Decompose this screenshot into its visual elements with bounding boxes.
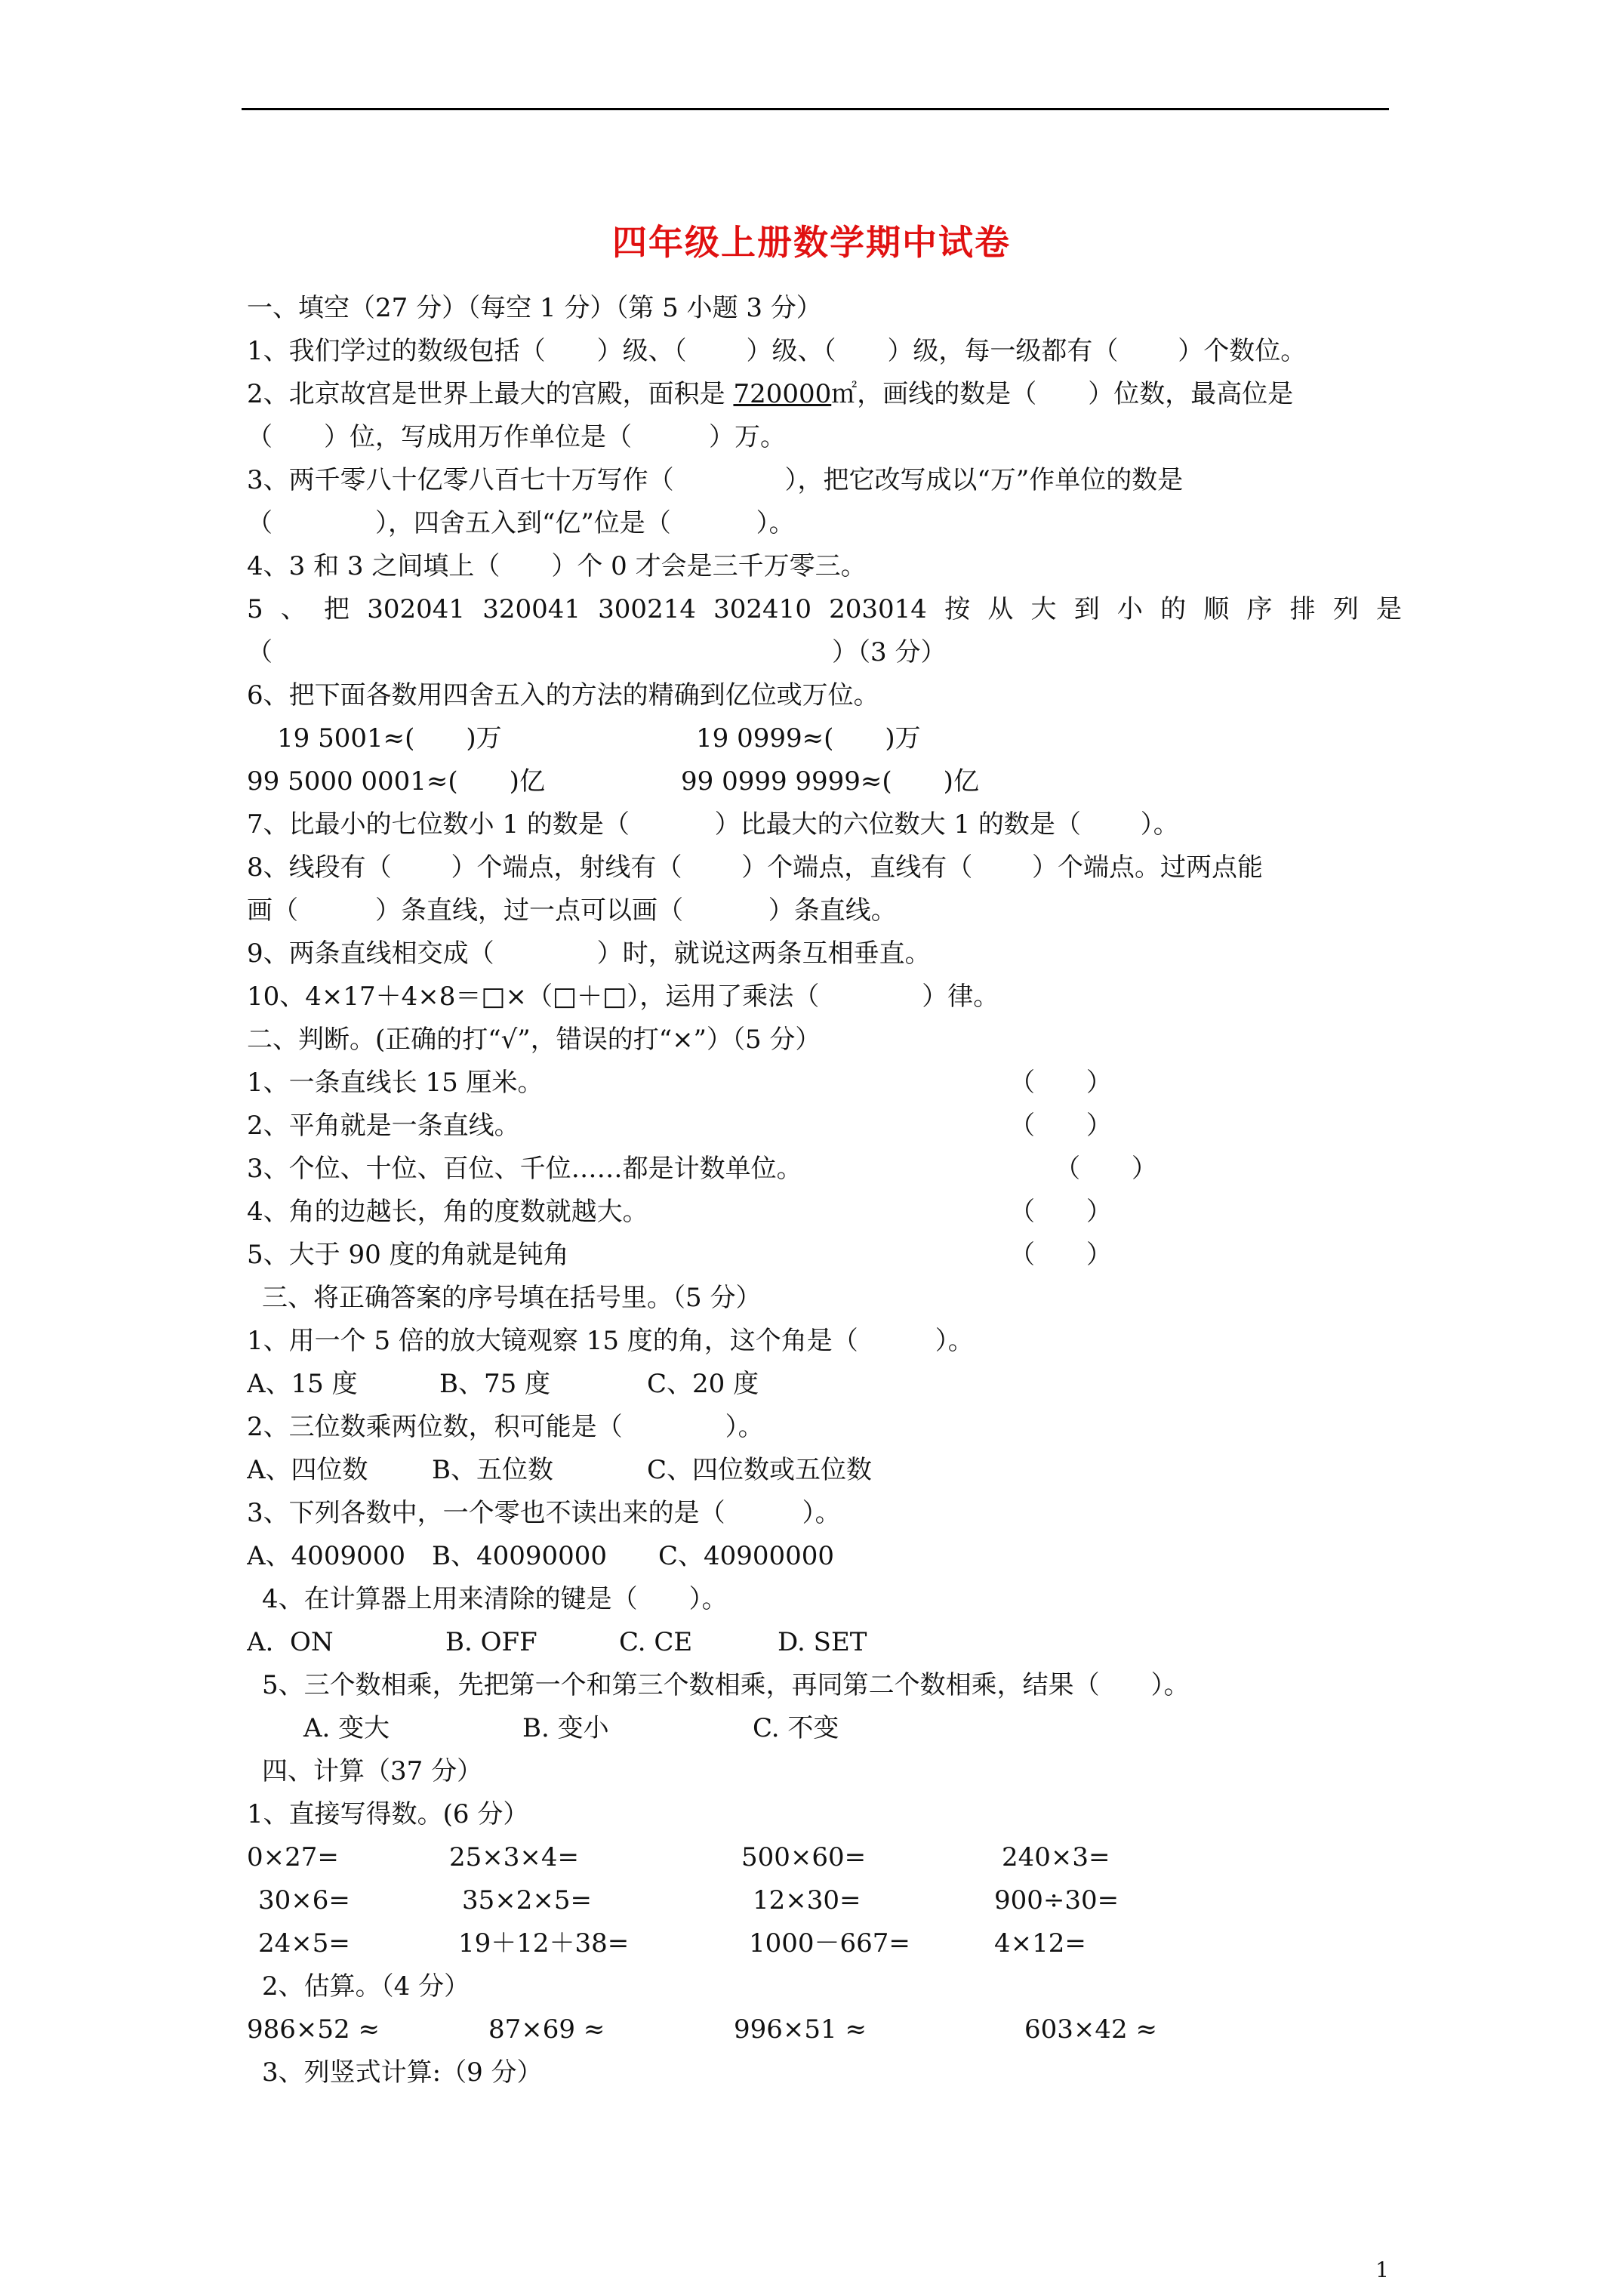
s1-question-5 bbox=[247, 588, 1402, 631]
option: B、75 度 bbox=[439, 1369, 551, 1399]
s1-question-1: 1、我们学过的数级包括（ ）级、（ ）级、（ ）级，每一级都有（ ）个数位。 bbox=[247, 336, 1307, 366]
s2-question: 5、大于 90 度的角就是钝角 bbox=[247, 1240, 569, 1270]
calc-item: 24×5= bbox=[258, 1928, 350, 1959]
calc-item: 1000－667= bbox=[749, 1928, 910, 1959]
q5-token: 列 bbox=[1332, 594, 1359, 624]
s1-question-6-row2 bbox=[247, 760, 1402, 803]
q6-item: 99 0999 9999≈( )亿 bbox=[681, 766, 979, 797]
s1-question-9: 9、两条直线相交成（ ）时，就说这两条互相垂直。 bbox=[247, 938, 931, 969]
s1-question-7: 7、比最小的七位数小 1 的数是（ ）比最大的六位数大 1 的数是（ ）。 bbox=[247, 809, 1179, 840]
section3-heading: 三、将正确答案的序号填在括号里。（5 分） bbox=[262, 1283, 762, 1313]
s1-q2-text-b: ㎡，画线的数是（ ）位数，最高位是 bbox=[831, 379, 1294, 409]
section4-heading: 四、计算（37 分） bbox=[262, 1756, 483, 1786]
estimate-item: 986×52 ≈ bbox=[247, 2014, 380, 2045]
s2-item bbox=[247, 1234, 1402, 1277]
s2-item bbox=[247, 1062, 1402, 1105]
q5-token: 5 bbox=[247, 594, 263, 624]
q5-token: 203014 bbox=[829, 594, 927, 624]
s1-question-8-line2: 画（ ）条直线，过一点可以画（ ）条直线。 bbox=[247, 895, 897, 926]
page-title: 四年级上册数学期中试卷 bbox=[612, 222, 1011, 263]
calc-item: 35×2×5= bbox=[462, 1885, 592, 1915]
s2-answer-paren: （ ） bbox=[1009, 1197, 1112, 1227]
s3-question-1: 1、用一个 5 倍的放大镜观察 15 度的角，这个角是（ ）。 bbox=[247, 1326, 974, 1356]
q5-close-paren-points: ）（3 分） bbox=[832, 637, 947, 667]
q5-token: 300214 bbox=[598, 594, 696, 624]
option: C. 不变 bbox=[753, 1713, 839, 1743]
s4-calc-row bbox=[247, 1922, 1402, 1965]
s4-calc-row bbox=[247, 1879, 1402, 1922]
calc-item: 240×3= bbox=[1002, 1842, 1110, 1872]
calc-item: 500×60= bbox=[741, 1842, 867, 1872]
q5-token: 302410 bbox=[713, 594, 812, 624]
q5-token: 320041 bbox=[482, 594, 581, 624]
s2-answer-paren: （ ） bbox=[1009, 1111, 1112, 1141]
s2-question: 4、角的边越长，角的度数就越大。 bbox=[247, 1197, 648, 1227]
option: B. 变小 bbox=[522, 1713, 609, 1743]
option: B、40090000 bbox=[432, 1541, 608, 1571]
option: D. SET bbox=[778, 1627, 867, 1657]
q5-token: 302041 bbox=[367, 594, 465, 624]
s1-question-3: 3、两千零八十亿零八百七十万写作（ ），把它改写成以“万”作单位的数是 bbox=[247, 465, 1184, 495]
s1-question-10: 10、4×17＋4×8＝□×（□＋□），运用了乘法（ ）律。 bbox=[247, 982, 999, 1012]
section1-heading: 一、填空（27 分）（每空 1 分）（第 5 小题 3 分） bbox=[247, 293, 822, 323]
exam-content bbox=[247, 287, 1402, 2094]
q5-token: 顺 bbox=[1203, 594, 1230, 624]
q6-item: 19 0999≈( )万 bbox=[696, 723, 921, 754]
s1-question-8: 8、线段有（ ）个端点，射线有（ ）个端点，直线有（ ）个端点。过两点能 bbox=[247, 852, 1264, 883]
s3-options-5 bbox=[247, 1707, 1402, 1750]
s4-sub3-title: 3、列竖式计算:（9 分） bbox=[262, 2057, 543, 2088]
s2-question: 2、平角就是一条直线。 bbox=[247, 1111, 520, 1141]
s2-answer-paren: （ ） bbox=[1009, 1240, 1112, 1270]
s3-options-4 bbox=[247, 1621, 1402, 1664]
option: C、20 度 bbox=[647, 1369, 759, 1399]
s3-options-3 bbox=[247, 1535, 1402, 1578]
s4-calc-row bbox=[247, 1836, 1402, 1879]
q5-token: 是 bbox=[1376, 594, 1402, 624]
s2-item bbox=[247, 1191, 1402, 1234]
q5-token: 的 bbox=[1160, 594, 1187, 624]
option: C、40900000 bbox=[658, 1541, 835, 1571]
option: B、五位数 bbox=[432, 1455, 553, 1485]
option: C. CE bbox=[619, 1627, 693, 1657]
q5-token: 排 bbox=[1289, 594, 1316, 624]
q5-token: 大 bbox=[1030, 594, 1057, 624]
s2-question: 1、一条直线长 15 厘米。 bbox=[247, 1068, 544, 1098]
s3-options-2 bbox=[247, 1449, 1402, 1492]
header-rule bbox=[242, 108, 1389, 110]
s2-answer-paren: （ ） bbox=[1009, 1068, 1112, 1098]
q5-token: 把 bbox=[324, 594, 350, 624]
q5-open-paren: （ bbox=[247, 637, 273, 667]
estimate-item: 87×69 ≈ bbox=[488, 2014, 605, 2045]
s2-question: 3、个位、十位、百位、千位……都是计数单位。 bbox=[247, 1154, 802, 1184]
q5-token: 小 bbox=[1116, 594, 1143, 624]
option: C、四位数或五位数 bbox=[647, 1455, 873, 1485]
estimate-item: 996×51 ≈ bbox=[734, 2014, 867, 2045]
calc-item: 0×27= bbox=[247, 1842, 339, 1872]
option: A、4009000 bbox=[247, 1541, 405, 1571]
calc-item: 4×12= bbox=[994, 1928, 1086, 1959]
s1-question-3-line2: （ ），四舍五入到“亿”位是（ ）。 bbox=[247, 508, 795, 538]
option: A. 变大 bbox=[303, 1713, 390, 1743]
s1-question-5-line2 bbox=[247, 631, 1402, 674]
q6-item: 99 5000 0001≈( )亿 bbox=[247, 766, 545, 797]
calc-item: 900÷30= bbox=[994, 1885, 1119, 1915]
option: A、15 度 bbox=[247, 1369, 358, 1399]
s4-estimate-row bbox=[247, 2008, 1402, 2051]
q5-token: 按 bbox=[944, 594, 971, 624]
s1-question-2 bbox=[247, 373, 1402, 416]
section2-heading: 二、判断。(正确的打“√”，错误的打“×”）（5 分） bbox=[247, 1025, 821, 1055]
option: A. ON bbox=[247, 1627, 334, 1657]
option: A、四位数 bbox=[247, 1455, 368, 1485]
s4-sub2-title: 2、估算。（4 分） bbox=[262, 1971, 470, 2002]
option: B. OFF bbox=[445, 1627, 537, 1657]
s1-question-6: 6、把下面各数用四舍五入的方法的精确到亿位或万位。 bbox=[247, 680, 879, 710]
s1-question-6-row1 bbox=[247, 717, 1402, 760]
s3-question-2: 2、三位数乘两位数，积可能是（ ）。 bbox=[247, 1412, 764, 1442]
calc-item: 30×6= bbox=[258, 1885, 350, 1915]
s3-question-3: 3、下列各数中，一个零也不读出来的是（ ）。 bbox=[247, 1498, 841, 1528]
s3-question-5: 5、三个数相乘，先把第一个和第三个数相乘，再同第二个数相乘，结果（ ）。 bbox=[262, 1670, 1190, 1700]
q5-token: 到 bbox=[1073, 594, 1100, 624]
s2-item bbox=[247, 1148, 1402, 1191]
s3-options-1 bbox=[247, 1363, 1402, 1406]
page-number: 1 bbox=[1375, 2257, 1389, 2282]
s2-item bbox=[247, 1105, 1402, 1148]
s2-answer-paren: （ ） bbox=[1055, 1154, 1157, 1184]
s1-question-4: 4、3 和 3 之间填上（ ）个 0 才会是三千万零三。 bbox=[247, 551, 867, 581]
s1-q2-text-a: 2、北京故宫是世界上最大的宫殿，面积是 bbox=[247, 379, 734, 409]
q5-token: 从 bbox=[987, 594, 1014, 624]
calc-item: 19＋12＋38= bbox=[458, 1928, 630, 1959]
s1-question-2-line2: （ ）位，写成用万作单位是（ ）万。 bbox=[247, 422, 786, 452]
estimate-item: 603×42 ≈ bbox=[1024, 2014, 1157, 2045]
q5-token: 、 bbox=[280, 594, 306, 624]
calc-item: 12×30= bbox=[753, 1885, 861, 1915]
q5-token: 序 bbox=[1246, 594, 1273, 624]
s4-sub1-title: 1、直接写得数。(6 分） bbox=[247, 1799, 529, 1829]
calc-item: 25×3×4= bbox=[449, 1842, 579, 1872]
s3-question-4: 4、在计算器上用来清除的键是（ ）。 bbox=[262, 1584, 728, 1614]
q6-item: 19 5001≈( )万 bbox=[277, 723, 502, 754]
s1-q2-underlined-number: 720000 bbox=[733, 379, 832, 409]
